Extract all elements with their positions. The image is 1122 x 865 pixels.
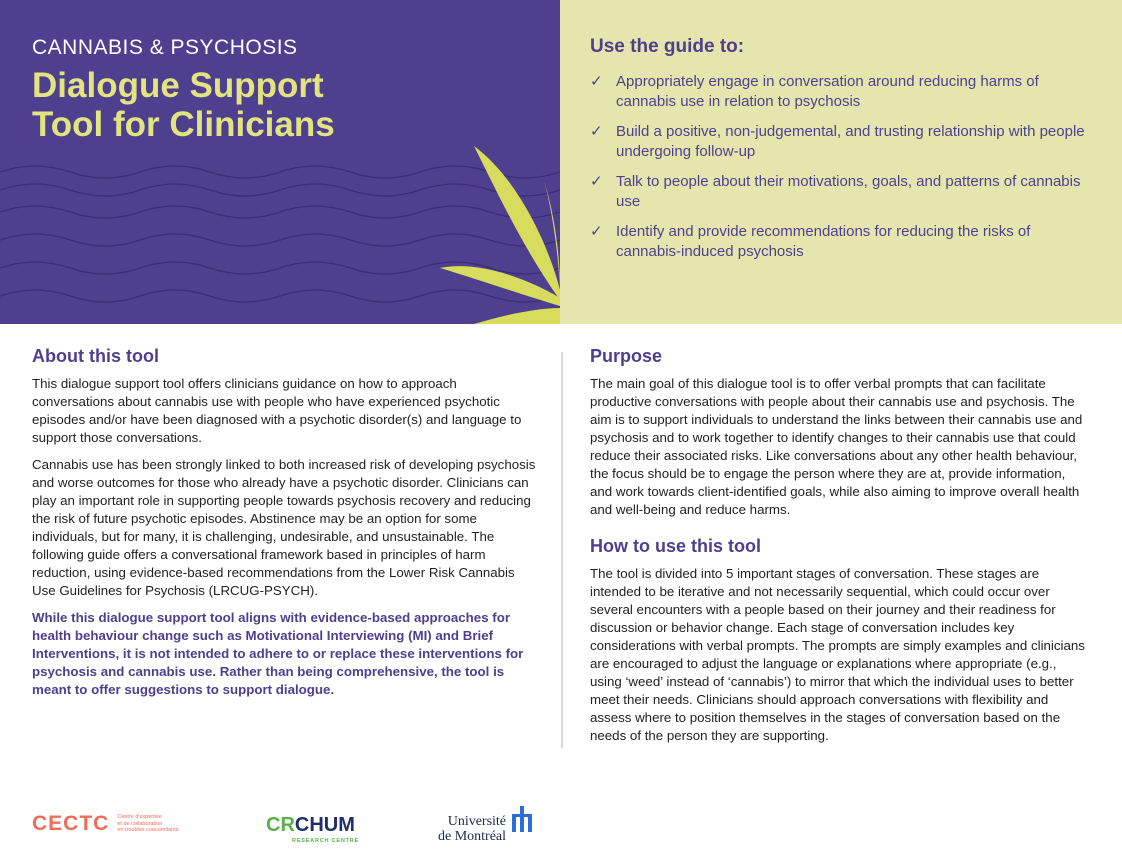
purpose-heading: Purpose [590,346,663,366]
cectc-logo [32,812,197,836]
cectc-subtitle [117,814,197,834]
crchum-logo [266,814,359,844]
howto-heading: How to use this tool [590,536,761,556]
udem-logo [438,804,534,844]
cectc-wordmark: CECTC [32,812,110,835]
checkmark-icon: ✓ [590,123,603,140]
checkmark-icon: ✓ [590,173,603,190]
crchum-chum-text: CHUM [294,814,355,836]
udem-line2: de Montréal [438,829,507,844]
header-kicker: CANNABIS & PSYCHOSIS [32,36,298,59]
header-left-panel [0,0,560,324]
udem-wordmark [438,814,506,844]
purpose-paragraph: The main goal of this dialogue tool is to offer verbal prompts that can facilitate productive conversations with people about their cannabis use and psychosis. The aim is to support individuals to understand the links between their cannabis use and psychosis and to work together to identify changes to their cannabis use that could reduce their associated risks. Like conversations about any other health behaviour, the focus should be to engage the person where they are at, provide information, and work towards client-identified goals, while also aiming to improve overall health and well-being and reduce harms. [590,376,1083,517]
checkmark-icon: ✓ [590,223,603,240]
crchum-subtitle: RESEARCH CENTRE [292,838,360,844]
about-heading: About this tool [32,346,159,366]
header-banner [0,0,1122,324]
cectc-subtitle-line1: Centre d'expertise [117,814,162,821]
guide-item-text: Identify and provide recommendations for reducing the risks of cannabis-induced psychosis [616,223,1031,260]
right-column [590,346,1090,754]
cectc-subtitle-line2: et de collaboration [117,820,163,827]
guide-list [590,72,1090,272]
crchum-wordmark [266,814,359,836]
guide-heading: Use the guide to: [590,36,745,57]
page-title-line1: Dialogue Support [32,66,324,105]
list-item [590,72,1090,112]
list-item [590,172,1090,212]
about-emphasis-paragraph: While this dialogue support tool aligns with evidence-based approaches for health behaviour change such as Motivational Interviewing (MI) and Brief Interventions, it is not intended to adhere to or replace these interventions for psychosis and cannabis use. Rather than being comprehensive, the tool is meant to offer suggestions to support dialogue. [32,610,524,697]
crchum-cr-text: CR [266,814,295,836]
column-divider [561,352,563,748]
howto-paragraph: The tool is divided into 5 important stages of conversation. These stages are intended to be iterative and not necessarily sequential, which could occur over several encounters with a people based on their journey and their readiness for discussion or behavior change. Each stage of conversation includes key considerations with verbal prompts. The prompts are simply examples and clinicians are encouraged to adjust the language or explanations where appropriate (e.g., using ‘weed’ instead of ‘cannabis’) to mirror that which the individual uses to better meet their needs. Clinicians should approach conversations with flexibility and assess where to position themselves in the stages of conversation based on the needs of the person they are supporting. [590,566,1085,743]
list-item [590,222,1090,262]
list-item [590,122,1090,162]
guide-item-text: Appropriately engage in conversation around reducing harms of cannabis use in relation to psychosis [616,73,1039,110]
page-title [32,66,462,144]
about-paragraph-2: Cannabis use has been strongly linked to both increased risk of developing psychosis and worse outcomes for those who already have a psychotic disorder. Clinicians can play an important role in supporting people towards psychosis recovery and reducing the risk of future psychotic episodes. Abstinence may be an option for some individuals, but for many, it is challenging, undesirable, and unsustainable. The following guide offers a conversational framework based in principles of harm reduction, using evidence-based recommendations from the Lower Risk Cannabis Use Guidelines for Psychosis (LRCUG-PSYCH). [32,457,536,598]
page-title-line2: Tool for Clinicians [32,105,335,144]
about-paragraph-1: This dialogue support tool offers clinicians guidance on how to approach conversations about cannabis use with people who have experienced psychotic episodes and/or have been diagnosed with a psychotic disorder(s) and language to support those conversations. [32,376,522,445]
udem-line1: Université [447,814,507,829]
checkmark-icon: ✓ [590,73,603,90]
guide-item-text: Talk to people about their motivations, goals, and patterns of cannabis use [616,173,1081,210]
cannabis-leaf-icon [440,140,560,324]
about-section [32,346,540,708]
cectc-subtitle-line3: en troubles concomitants [117,827,179,834]
guide-item-text: Build a positive, non-judgemental, and trusting relationship with people undergoing follow-up [616,123,1085,160]
udem-emblem-icon [510,804,534,832]
